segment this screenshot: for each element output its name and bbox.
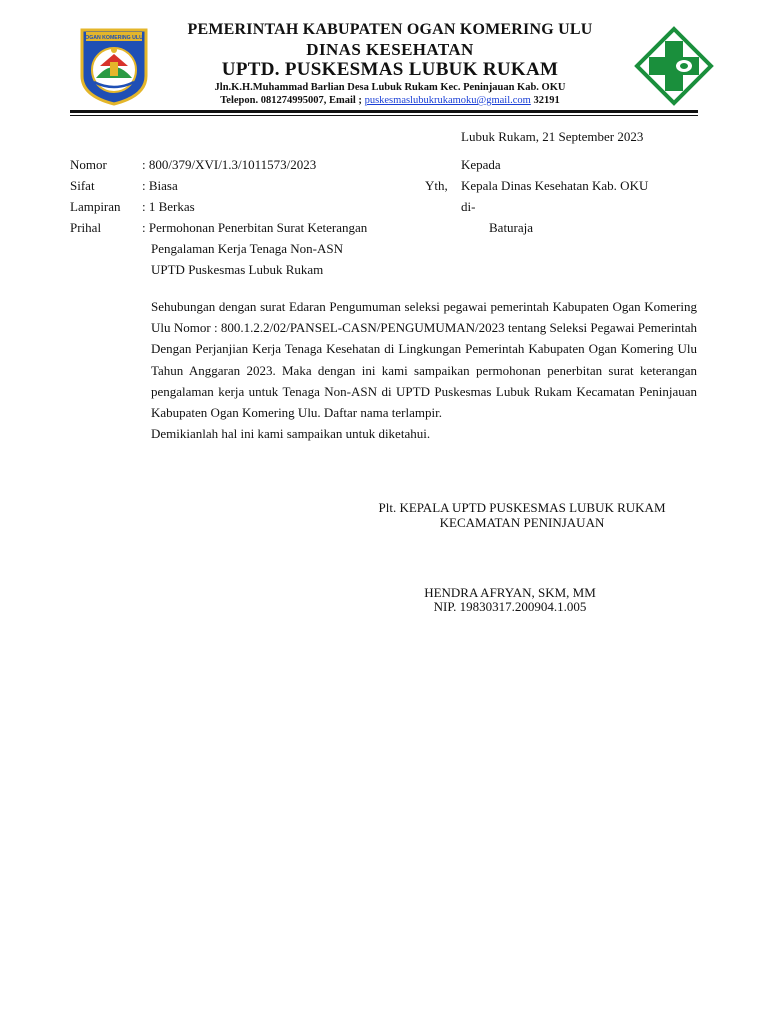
signature-title-1: Plt. KEPALA UPTD PUSKESMAS LUBUK RUKAM	[378, 500, 666, 515]
signatory-nip: NIP. 19830317.200904.1.005	[433, 599, 587, 614]
logo-banner-text: OGAN KOMERING ULU	[85, 35, 143, 42]
nomor-label: Nomor	[70, 157, 107, 172]
letterhead-address: Jln.K.H.Muhammad Barlian Desa Lubuk Rukam Kec. Peninjauan Kab. OKU	[214, 82, 566, 93]
letterhead-divider-thin	[70, 115, 698, 116]
letterhead	[150, 20, 630, 107]
recipient-yth: Yth,	[425, 178, 448, 193]
oku-regency-logo	[76, 26, 152, 106]
body-paragraph-1: Sehubungan dengan surat Edaran Pengumuman seleksi pegawai pemerintah Kabupaten Ogan Komering Ulu Nomor : 800.1.2.2/02/PANSEL-CASN/PENGUMUMAN/2023 tentang Seleksi Pegawai Pemerintah Dengan Perjanjian Kerja Tenaga Kesehatan di Lingkungan Pemerintah Kabupaten Ogan Komering Ulu Tahun Anggaran 2023. Maka dengan ini kami sampaikan permohonan penerbitan surat keterangan pengalaman kerja untuk Tenaga Non-ASN di UPTD Puskesmas Lubuk Rukam Kecamatan Peninjauan Kabupaten Ogan Komering Ulu. Daftar nama terlampir.	[151, 299, 697, 421]
letterhead-government: PEMERINTAH KABUPATEN OGAN KOMERING ULU	[187, 21, 593, 38]
recipient-di: di-	[461, 199, 476, 214]
lampiran-value: : 1 Berkas	[142, 199, 195, 214]
prihal-line-2: Pengalaman Kerja Tenaga Non-ASN	[151, 241, 343, 256]
signature-title-2: KECAMATAN PENINJAUAN	[439, 515, 605, 530]
prihal-line-1: : Permohonan Penerbitan Surat Keterangan	[142, 220, 368, 235]
sifat-label: Sifat	[70, 178, 95, 193]
nomor-value: : 800/379/XVI/1.3/1011573/2023	[142, 157, 317, 172]
letterhead-institution: UPTD. PUSKESMAS LUBUK RUKAM	[221, 59, 559, 80]
recipient-kepada: Kepada	[461, 157, 501, 172]
date-place: Lubuk Rukam, 21 September 2023	[461, 129, 644, 144]
prihal-label: Prihal	[70, 220, 102, 235]
letterhead-department: DINAS KESEHATAN	[306, 40, 474, 59]
letterhead-postal-code: 32191	[533, 95, 560, 106]
letterhead-divider-thick	[70, 110, 698, 113]
letter-body	[151, 296, 697, 444]
signatory-name: HENDRA AFRYAN, SKM, MM	[424, 585, 596, 600]
puskesmas-logo	[634, 26, 714, 106]
letterhead-email-link[interactable]: puskesmaslubukrukamoku@gmail.com	[364, 95, 531, 106]
recipient-name: Kepala Dinas Kesehatan Kab. OKU	[461, 178, 649, 193]
letterhead-phone: Telepon. 081274995007, Email ;	[220, 95, 362, 106]
letterhead-contact	[150, 94, 630, 107]
prihal-line-3: UPTD Puskesmas Lubuk Rukam	[151, 262, 324, 277]
recipient-place: Baturaja	[489, 220, 534, 235]
body-paragraph-2: Demikianlah hal ini kami sampaikan untuk diketahui.	[151, 426, 431, 442]
lampiran-label: Lampiran	[70, 199, 121, 214]
sifat-value: : Biasa	[142, 178, 178, 193]
